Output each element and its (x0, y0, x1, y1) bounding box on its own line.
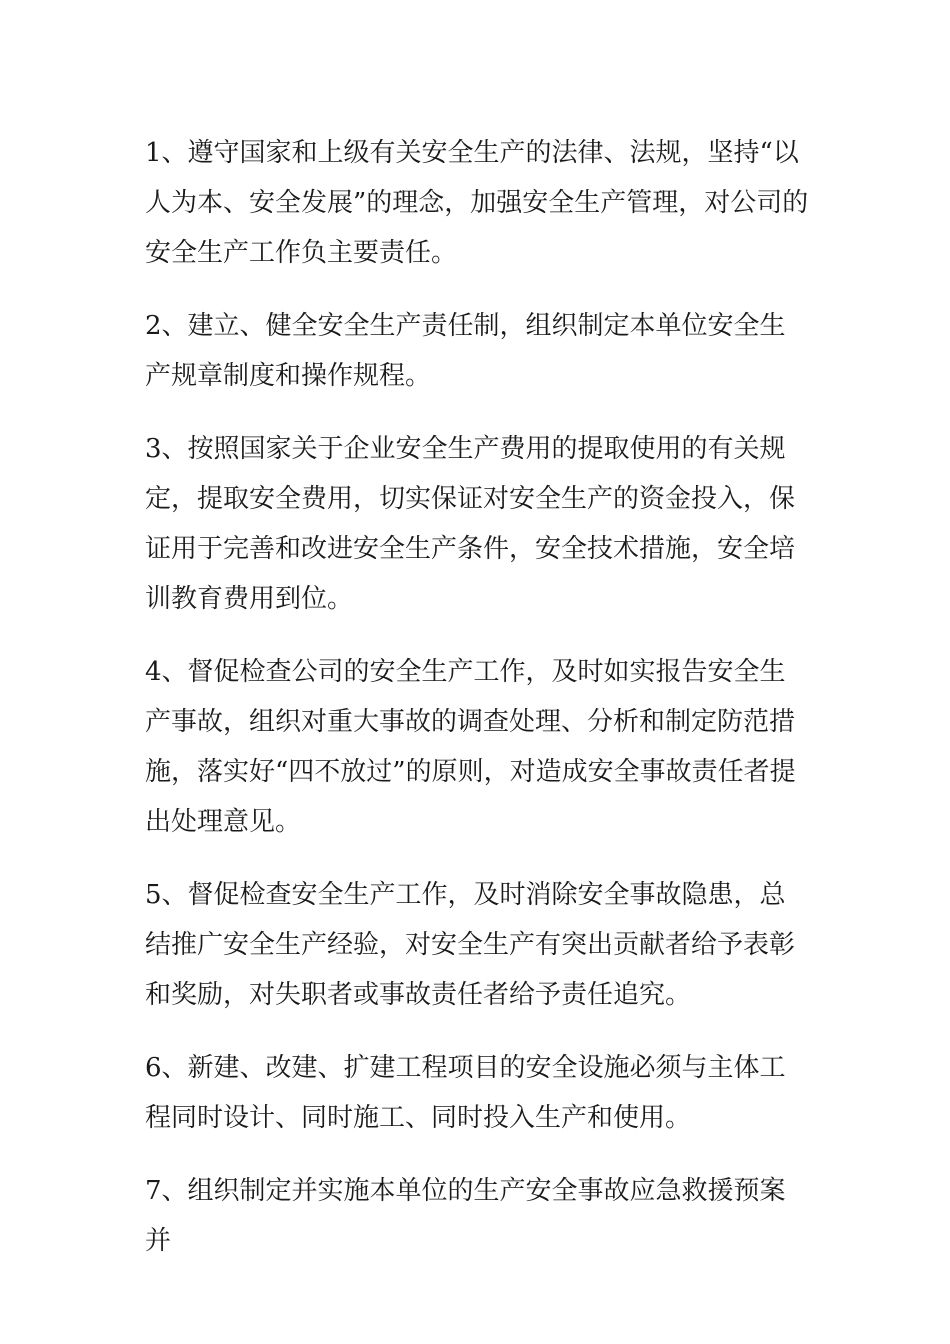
paragraph-5: 5、督促检查安全生产工作，及时消除安全事故隐患，总结推广安全生产经验，对安全生产有突出贡献者给予表彰和奖励，对失职者或事故责任者给予责任追究。 (145, 880, 796, 1010)
paragraph-1: 1、遵守国家和上级有关安全生产的法律、法规，坚持“以人为本、安全发展”的理念，加强安全生产管理，对公司的安全生产工作负主要责任。 (145, 138, 809, 268)
paragraph-4: 4、督促检查公司的安全生产工作，及时如实报告安全生产事故，组织对重大事故的调查处理、分析和制定防范措施，落实好“四不放过”的原则，对造成安全事故责任者提出处理意见。 (145, 657, 796, 837)
paragraph-3: 3、按照国家关于企业安全生产费用的提取使用的有关规定，提取安全费用，切实保证对安全生产的资金投入，保证用于完善和改进安全生产条件，安全技术措施，安全培训教育费用到位。 (145, 434, 796, 614)
paragraph-7: 7、组织制定并实施本单位的生产安全事故应急救援预案并 (145, 1176, 786, 1256)
paragraph-6: 6、新建、改建、扩建工程项目的安全设施必须与主体工程同时设计、同时施工、同时投入生产和使用。 (145, 1053, 786, 1133)
paragraph-2: 2、建立、健全安全生产责任制，组织制定本单位安全生产规章制度和操作规程。 (145, 311, 786, 391)
document-body (145, 128, 810, 1289)
